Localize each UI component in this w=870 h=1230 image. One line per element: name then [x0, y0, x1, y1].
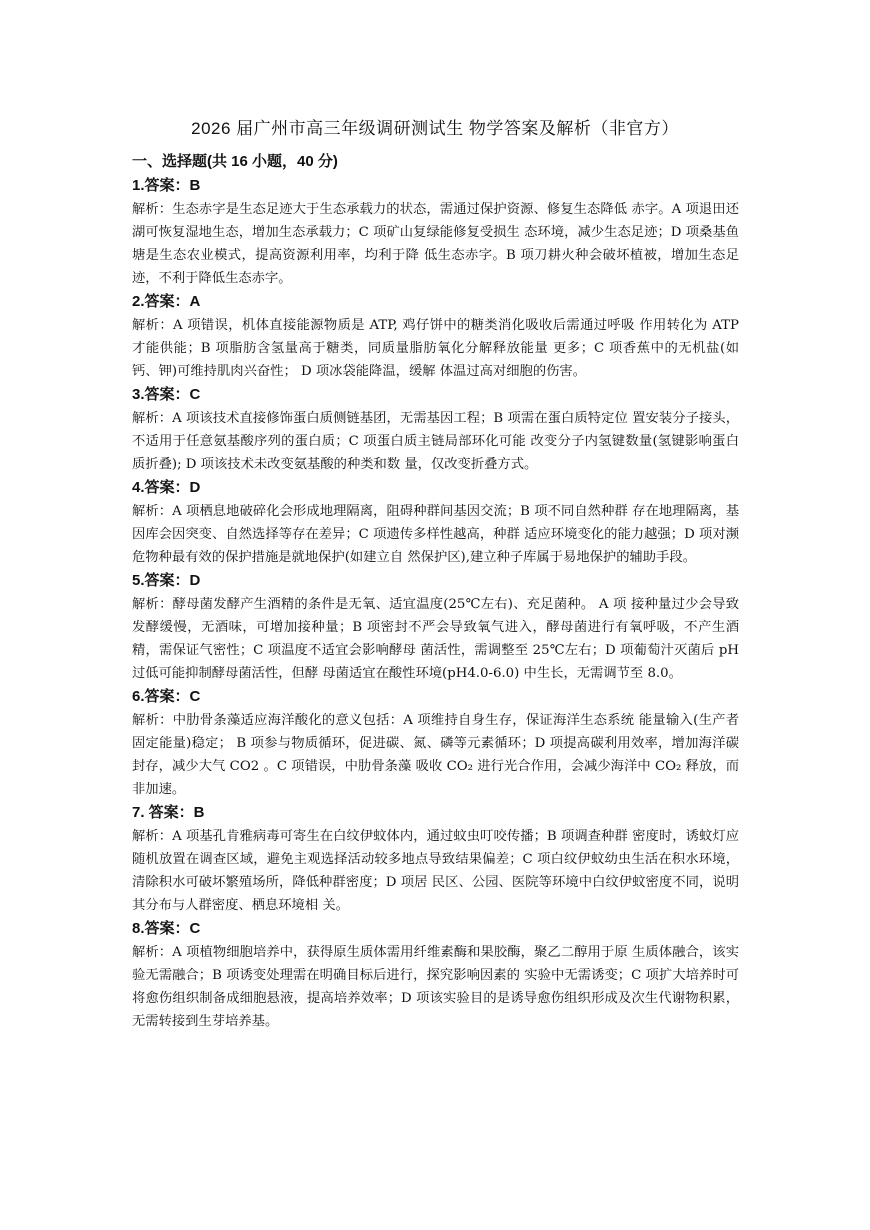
answer-explanation: 解析：A 项栖息地破碎化会形成地理隔离，阻碍种群间基因交流；B 项不同自然种群 存在地理隔离，基因库会因突变、自然选择等存在差异；C 项遗传多样性越高，种群 适应环境变化的能力越强；D 项对濒危物种最有效的保护措施是就地保护(如建立自 然保护区),建立种子库属于易地保护的辅助手段。	[132, 504, 739, 565]
answer-explanation: 解析：A 项基孔肯雅病毒可寄生在白纹伊蚊体内，通过蚊虫叮咬传播；B 项调查种群 密度时，诱蚊灯应随机放置在调查区域，避免主观选择活动较多地点导致结果偏差；C 项白纹伊蚊幼虫生活在积水环境，清除积水可破坏繁殖场所，降低种群密度；D 项居 民区、公园、医院等环境中白纹伊蚊密度不同，说明其分布与人群密度、栖息环境相 关。	[132, 829, 739, 913]
answer-title: 8.答案：C	[132, 920, 201, 937]
answer-item-4	[132, 476, 739, 569]
answer-explanation: 解析：A 项错误，机体直接能源物质是 ATP, 鸡仔饼中的糖类消化吸收后需通过呼吸 作用转化为 ATP 才能供能；B 项脂肪含氢量高于糖类，同质量脂肪氧化分解释放能量 更多；C 项香蕉中的无机盐(如钙、钾)可维持肌肉兴奋性； D 项冰袋能降温，缓解 体温过高对细胞的伤害。	[132, 318, 739, 379]
answer-item-2	[132, 290, 739, 383]
answer-explanation: 解析：中肋骨条藻适应海洋酸化的意义包括：A 项维持自身生存，保证海洋生态系统 能量输入(生产者固定能量)稳定； B 项参与物质循环，促进碳、氮、磷等元素循环；D 项提高碳利用效率，增加海洋碳封存，减少大气 CO2 。C 项错误，中肋骨条藻 吸收 CO₂ 进行光合作用，会减少海洋中 CO₂ 释放，而非加速。	[132, 713, 739, 797]
answer-item-3	[132, 383, 739, 476]
answer-title: 1.答案：B	[132, 177, 201, 194]
answer-item-5	[132, 569, 739, 685]
answer-title: 5.答案：D	[132, 572, 201, 589]
answer-explanation: 解析：A 项该技术直接修饰蛋白质侧链基团，无需基因工程；B 项需在蛋白质特定位 置安装分子接头，不适用于任意氨基酸序列的蛋白质；C 项蛋白质主链局部环化可能 改变分子内氢键数量(氢键影响蛋白质折叠); D 项该技术未改变氨基酸的种类和数 量，仅改变折叠方式。	[132, 411, 739, 472]
document-title: 2026 届广州市高三年级调研测试生 物学答案及解析（非官方）	[191, 119, 679, 138]
answer-item-1	[132, 174, 739, 290]
answer-explanation: 解析：A 项植物细胞培养中，获得原生质体需用纤维素酶和果胶酶，聚乙二醇用于原 生质体融合，该实验无需融合；B 项诱变处理需在明确目标后进行，探究影响因素的 实验中无需诱变；C 项扩大培养时可将愈伤组织制备成细胞悬液，提高培养效率；D 项该实验目的是诱导愈伤组织形成及次生代谢物积累，无需转接到生芽培养基。	[132, 945, 739, 1029]
section-heading: 一、选择题(共 16 小题，40 分)	[132, 153, 338, 170]
answer-title: 6.答案：C	[132, 688, 201, 705]
answer-title: 3.答案：C	[132, 386, 201, 403]
answer-item-6	[132, 685, 739, 801]
answer-title: 7. 答案：B	[132, 804, 205, 821]
answer-item-8	[132, 917, 739, 1033]
answer-item-7	[132, 801, 739, 917]
answer-title: 2.答案：A	[132, 293, 201, 310]
answer-explanation: 解析：酵母菌发酵产生酒精的条件是无氧、适宜温度(25℃左右)、充足菌种。 A 项 接种量过少会导致发酵缓慢，无酒味，可增加接种量；B 项密封不严会导致氧气进入，酵母菌进行有氧呼吸，不产生酒精，需保证气密性；C 项温度不适宜会影响酵母 菌活性，需调整至 25℃左右；D 项葡萄汁灭菌后 pH 过低可能抑制酵母菌活性，但酵 母菌适宜在酸性环境(pH4.0-6.0) 中生长，无需调节至 8.0。	[132, 597, 739, 681]
document-body	[132, 150, 739, 1033]
answer-explanation: 解析：生态赤字是生态足迹大于生态承载力的状态，需通过保护资源、修复生态降低 赤字。A 项退田还湖可恢复湿地生态，增加生态承载力；C 项矿山复绿能修复受损生 态环境，减少生态足迹；D 项桑基鱼塘是生态农业模式，提高资源利用率，均利于降 低生态赤字。B 项刀耕火种会破坏植被，增加生态足迹，不利于降低生态赤字。	[132, 202, 739, 286]
answer-title: 4.答案：D	[132, 479, 201, 496]
